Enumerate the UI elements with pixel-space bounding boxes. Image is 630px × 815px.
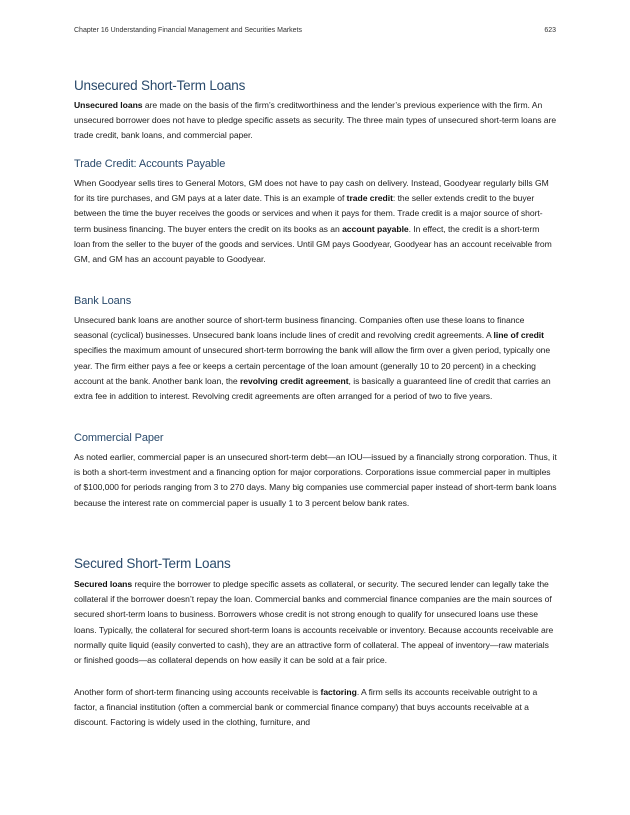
commercial-paper-heading: Commercial Paper — [74, 432, 164, 444]
secured-loans-heading: Secured Short-Term Loans — [74, 556, 231, 571]
chapter-title: Chapter 16 Understanding Financial Management and Securities Markets — [74, 27, 303, 34]
text-segment: require the borrower to pledge specific assets as collateral, or security. The secured lender can legally take the collateral if the borrower doesn’t repay the loan. Commercial banks and commercial finance companies are the main sources of secured short-term loans to business. Borrowers whose credit is not strong enough to qualify for unsecured loans use these loans. Typically, the collateral for secured short-term loans is accounts receivable or inventory. Because accounts receivable are normally quite liquid (easily converted to cash), they are an attractive form of collateral. The appeal of inventory—raw materials or finished goods—as collateral depends on how easily it can be sold at a fair price. — [74, 579, 554, 666]
secured-loans-paragraph — [74, 577, 557, 668]
term-line-of-credit: line of credit — [493, 330, 544, 341]
trade-credit-paragraph — [74, 176, 557, 267]
page-number: 623 — [544, 27, 556, 34]
term-revolving-credit-agreement: revolving credit agreement — [239, 375, 349, 386]
factoring-paragraph — [74, 685, 557, 731]
bank-loans-heading: Bank Loans — [74, 295, 132, 307]
text-segment: are made on the basis of the firm’s creditworthiness and the lender’s previous experience with the firm. An unsecured borrower does not have to pledge specific assets as security. The three main types of unsecured short-term loans are trade credit, bank loans, and commercial paper. — [74, 100, 557, 141]
term-account-payable: account payable — [342, 223, 409, 234]
text-segment: specifies the maximum amount of unsecured short-term borrowing the bank will allow the firm over a given period, typically one year. The firm either pays a fee or keeps a certain percentage of the loan amount (generally 10 to 20 percent) in a checking account at the bank. Another bank loan, the — [74, 345, 551, 386]
commercial-paper-paragraph: As noted earlier, commercial paper is an unsecured short-term debt—an IOU—issued by a financially strong corporation. Thus, it is both a short-term investment and a financing option for major corporations. Corporations issue commercial paper in multiples of $100,000 for periods ranging from 3 to 270 days. Many big companies use commercial paper instead of short-term bank loans because the interest rate on commercial paper is usually 1 to 3 percent below bank rates. — [74, 452, 557, 508]
text-segment: Another form of short-term financing using accounts receivable is — [74, 687, 321, 697]
text-segment: , is basically a guaranteed line of credit that carries an extra fee in addition to interest. Revolving credit agreements are often arranged for a period of two to five years. — [74, 375, 551, 402]
text-segment: Unsecured bank loans are another source of short-term business financing. Companies often use these loans to finance seasonal (cyclical) businesses. Unsecured bank loans include lines of credit and revolving credit agreements. A — [74, 315, 525, 341]
unsecured-loans-intro — [74, 98, 557, 144]
term-unsecured-loans: Unsecured loans — [74, 100, 143, 110]
text-segment: . A firm sells its accounts receivable outright to a factor, a financial institution (often a commercial bank or commercial finance company) that buys accounts receivable at a discount. Factoring is widely used in the clothing, furniture, and — [74, 687, 538, 728]
trade-credit-heading: Trade Credit: Accounts Payable — [74, 158, 226, 170]
text-segment: : the seller extends credit to the buyer between the time the buyer receives the goods or services and when it pays for them. Trade credit is a major source of short-term business financing. The buyer enters the credit on its books as an — [74, 193, 543, 234]
unsecured-loans-heading: Unsecured Short-Term Loans — [74, 78, 246, 93]
text-segment: . In effect, the credit is a short-term loan from the seller to the buyer of the goods and services. Until GM pays Goodyear, Goodyear has an account receivable from GM, and GM has an account payable to Goodyear. — [74, 223, 552, 265]
term-secured-loans: Secured loans — [74, 579, 133, 589]
term-factoring: factoring — [320, 687, 357, 697]
term-trade-credit: trade credit — [346, 193, 393, 204]
bank-loans-paragraph — [74, 313, 557, 404]
running-header — [74, 27, 556, 39]
text-segment: When Goodyear sells tires to General Motors, GM does not have to pay cash on delivery. Instead, Goodyear regularly bills GM for its tire purchases, and GM pays at a later date. This is an example of — [74, 178, 549, 204]
